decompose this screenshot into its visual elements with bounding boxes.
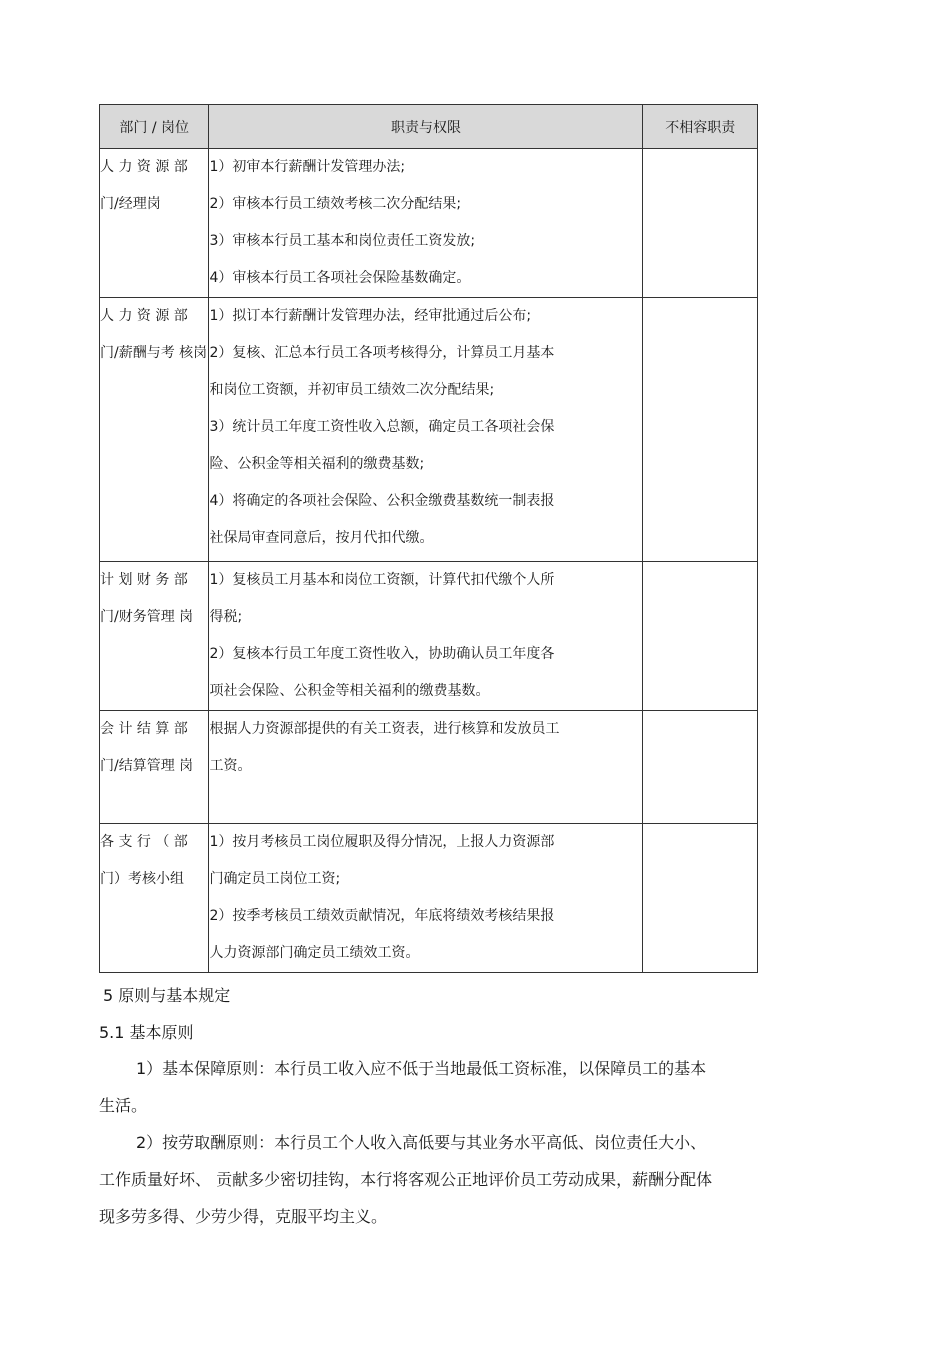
duty-line: 得税; [209, 609, 243, 625]
duty-line: 项社会保险、公积金等相关福利的缴费基数。 [209, 683, 490, 699]
paragraph-pay-by-work [99, 1124, 789, 1235]
duty-line: 4）将确定的各项社会保险、公积金缴费基数统一制表报 [209, 493, 555, 509]
department-cell: 人 力 资 源 部 门/薪酬与考 核岗 [100, 298, 209, 562]
table-header-row [100, 105, 758, 149]
subsection-title: 5.1 基本原则 [99, 1023, 194, 1042]
duty-line: 1）初审本行薪酬计发管理办法; [209, 159, 406, 175]
duty-line: 4）审核本行员工各项社会保险基数确定。 [209, 270, 471, 286]
table-row [100, 298, 758, 562]
duty-line: 3）统计员工年度工资性收入总额，确定员工各项社会保 [209, 419, 555, 435]
header-incompatible: 不相容职责 [643, 105, 758, 149]
duties-cell [209, 562, 643, 711]
duty-line: 2）按季考核员工绩效贡献情况，年底将绩效考核结果报 [209, 908, 555, 924]
duty-line: 社保局审查同意后，按月代扣代缴。 [209, 530, 434, 546]
paragraph-line: 现多劳多得、少劳少得，克服平均主义。 [99, 1207, 388, 1226]
paragraph-line: 1）基本保障原则：本行员工收入应不低于当地最低工资标准，以保障员工的基本 [136, 1059, 707, 1078]
incompatible-cell [643, 711, 758, 824]
duty-line: 2）复核、汇总本行员工各项考核得分，计算员工月基本 [209, 345, 555, 361]
paragraph-basic-guarantee [99, 1050, 789, 1124]
responsibility-table [99, 104, 758, 973]
department-cell: 计 划 财 务 部 门/财务管理 岗 [100, 562, 209, 711]
paragraph-line: 生活。 [99, 1096, 148, 1115]
duty-line: 2）复核本行员工年度工资性收入，协助确认员工年度各 [209, 646, 555, 662]
paragraph-line: 工作质量好坏、 贡献多少密切挂钩，本行将客观公正地评价员工劳动成果，薪酬分配体 [99, 1170, 713, 1189]
table-row [100, 824, 758, 973]
duty-line: 1）按月考核员工岗位履职及得分情况，上报人力资源部 [209, 834, 555, 850]
department-cell: 人 力 资 源 部 门/经理岗 [100, 149, 209, 298]
duty-line: 2）审核本行员工绩效考核二次分配结果; [209, 196, 462, 212]
header-duties: 职责与权限 [209, 105, 643, 149]
incompatible-cell [643, 562, 758, 711]
duties-cell [209, 711, 643, 824]
section-title: 5 原则与基本规定 [103, 986, 231, 1005]
department-cell: 会 计 结 算 部 门/结算管理 岗 [100, 711, 209, 824]
duty-line: 门确定员工岗位工资; [209, 871, 341, 887]
duty-line: 3）审核本行员工基本和岗位责任工资发放; [209, 233, 476, 249]
paragraph-line: 2）按劳取酬原则：本行员工个人收入高低要与其业务水平高低、岗位责任大小、 [136, 1133, 707, 1152]
table-row [100, 711, 758, 824]
duty-line: 1）复核员工月基本和岗位工资额，计算代扣代缴个人所 [209, 572, 555, 588]
incompatible-cell [643, 149, 758, 298]
duties-cell [209, 298, 643, 562]
duty-line: 1）拟订本行薪酬计发管理办法，经审批通过后公布; [209, 308, 532, 324]
incompatible-cell [643, 298, 758, 562]
duty-line: 工资。 [209, 758, 252, 774]
table-row [100, 149, 758, 298]
incompatible-cell [643, 824, 758, 973]
duty-line: 和岗位工资额，并初审员工绩效二次分配结果; [209, 382, 495, 398]
duty-line: 人力资源部门确定员工绩效工资。 [209, 945, 420, 961]
duty-line: 险、公积金等相关福利的缴费基数; [209, 456, 425, 472]
header-department: 部门 / 岗位 [100, 105, 209, 149]
duty-line: 根据人力资源部提供的有关工资表，进行核算和发放员工 [209, 721, 560, 737]
table-row [100, 562, 758, 711]
department-cell: 各 支 行 （ 部 门）考核小组 [100, 824, 209, 973]
duties-cell [209, 149, 643, 298]
duties-cell [209, 824, 643, 973]
